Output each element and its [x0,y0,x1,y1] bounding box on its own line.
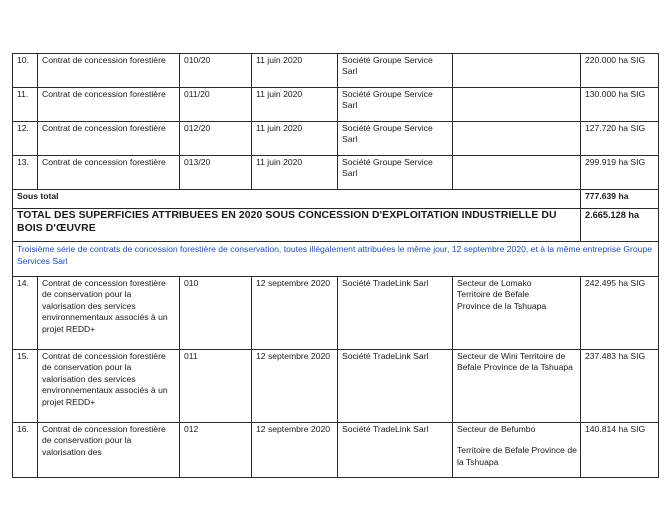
row-number: 15. [13,350,38,423]
table-row [13,350,659,423]
location-line: Secteur de Wini Territoire de Befale Province de la Tshuapa [457,351,573,373]
row-number: 12. [13,122,38,156]
contract-ref: 011/20 [180,88,252,122]
company-name: Société Groupe Service Sarl [338,122,453,156]
total-label: TOTAL DES SUPERFICIES ATTRIBUEES EN 2020 SOUS CONCESSION D'EXPLOITATION INDUSTRIELLE DU BOIS D'ŒUVRE [13,209,581,242]
contract-ref: 011 [180,350,252,423]
company-name: Société TradeLink Sarl [338,277,453,350]
contract-ref: 010 [180,277,252,350]
contract-ref: 010/20 [180,54,252,88]
subtotal-row [13,190,659,209]
contract-date: 12 septembre 2020 [252,423,338,478]
company-name: Société TradeLink Sarl [338,423,453,478]
location [453,54,581,88]
area: 127.720 ha SIG [581,122,659,156]
contract-ref: 012 [180,423,252,478]
location-line: Secteur de Befumbo [457,424,536,434]
contract-type: Contrat de concession forestière [38,122,180,156]
table-row [13,156,659,190]
location-line: Territoire de Befale Province de la Tshuapa [457,445,577,467]
table-row [13,54,659,88]
contract-type: Contrat de concession forestière [38,88,180,122]
location [453,350,581,423]
subtotal-label: Sous total [13,190,581,209]
row-number: 10. [13,54,38,88]
contract-type: Contrat de concession forestière de conservation pour la valorisation des services environnementaux associés à un projet REDD+ [38,277,180,350]
contract-ref: 013/20 [180,156,252,190]
table-row [13,88,659,122]
area: 130.000 ha SIG [581,88,659,122]
company-name: Société Groupe Service Sarl [338,88,453,122]
contract-date: 11 juin 2020 [252,54,338,88]
contract-date: 12 septembre 2020 [252,277,338,350]
location [453,277,581,350]
row-number: 16. [13,423,38,478]
concessions-table [12,53,659,478]
contract-date: 12 septembre 2020 [252,350,338,423]
contract-date: 11 juin 2020 [252,122,338,156]
area: 220.000 ha SIG [581,54,659,88]
row-number: 14. [13,277,38,350]
contract-date: 11 juin 2020 [252,88,338,122]
contract-ref: 012/20 [180,122,252,156]
series-notice-row [13,242,659,277]
table-row [13,423,659,478]
total-value: 2.665.128 ha [581,209,659,242]
row-number: 11. [13,88,38,122]
table-row [13,122,659,156]
area: 140.814 ha SIG [581,423,659,478]
location [453,156,581,190]
contract-type: Contrat de concession forestière de conservation pour la valorisation des [38,423,180,478]
table-row [13,277,659,350]
subtotal-value: 777.639 ha [581,190,659,209]
area: 299.919 ha SIG [581,156,659,190]
contract-type: Contrat de concession forestière [38,54,180,88]
company-name: Société TradeLink Sarl [338,350,453,423]
contract-type: Contrat de concession forestière [38,156,180,190]
total-row [13,209,659,242]
location-line: Secteur de Lomako [457,278,532,288]
location-line: Province de la Tshuapa [457,300,547,311]
row-number: 13. [13,156,38,190]
area: 237.483 ha SIG [581,350,659,423]
company-name: Société Groupe Service Sarl [338,156,453,190]
contract-date: 11 juin 2020 [252,156,338,190]
location [453,88,581,122]
company-name: Société Groupe Service Sarl [338,54,453,88]
location [453,122,581,156]
series-notice: Troisième série de contrats de concession forestière de conservation, toutes illégalement attribuées le même jour, 12 septembre 2020, et à la même entreprise Groupe Services Sarl [13,242,659,277]
contract-type: Contrat de concession forestière de conservation pour la valorisation des services environnementaux associés à un projet REDD+ [38,350,180,423]
location-line: Territoire de Befale [457,289,530,300]
location [453,423,581,478]
area: 242.495 ha SIG [581,277,659,350]
